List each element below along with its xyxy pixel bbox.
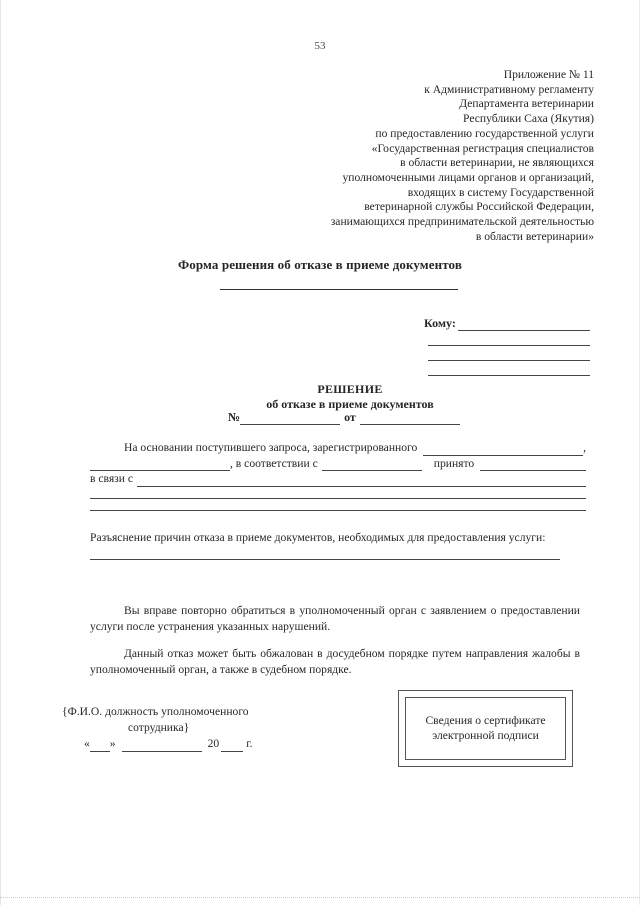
recipient-field-2[interactable]: [428, 331, 590, 346]
basis-paragraph: [90, 440, 586, 511]
explanation-block: [90, 530, 560, 560]
appendix-line: Республики Саха (Якутия): [463, 112, 594, 126]
basis-text: На основании поступившего запроса, зарегистрированного: [124, 441, 418, 454]
explanation-text: Разъяснение причин отказа в приеме документов, необходимых для предоставления услуги:: [90, 531, 546, 544]
appendix-line: в области ветеринарии»: [475, 229, 594, 243]
certificate-text: Сведения о сертификате электронной подписи: [425, 714, 546, 742]
appendix-line: входящих в систему Государственной: [407, 185, 594, 199]
basis-row-3: [90, 471, 586, 487]
year-prefix: 20: [207, 737, 220, 750]
registration-field[interactable]: [90, 459, 230, 471]
request-field[interactable]: [423, 444, 583, 456]
reason-field[interactable]: [137, 475, 586, 487]
appendix-line: Приложение № 11: [503, 68, 594, 81]
number-field[interactable]: [240, 413, 340, 425]
scan-bottom-edge: [0, 897, 640, 901]
explanation-row: [90, 548, 560, 560]
appendix-line: ветеринарной службы Российской Федерации,: [364, 200, 594, 214]
recipient-label: Кому:: [424, 316, 456, 330]
accepted-field[interactable]: [480, 459, 586, 471]
appendix-line: занимающихся предпринимательской деятельностью: [330, 215, 594, 229]
year-suffix: г.: [246, 737, 253, 750]
title-underline: [220, 289, 458, 290]
appendix-line: к Административному регламенту: [424, 82, 594, 96]
reapply-paragraph: Вы вправе повторно обратиться в уполномоченный орган с заявлением о предоставлении услуги после устранения указанных нарушений.: [90, 604, 580, 633]
appendix-line: «Государственная регистрация специалистов: [371, 141, 594, 155]
year-field[interactable]: [221, 740, 243, 752]
basis-row-4: [90, 487, 586, 499]
signer-position-label-2: сотрудника}: [128, 720, 190, 734]
appendix-line: уполномоченными лицами органов и организаций,: [342, 170, 594, 184]
reason-field-3[interactable]: [90, 499, 586, 511]
appendix-header: [264, 68, 594, 244]
appendix-line: по предоставлению государственной услуги: [375, 126, 594, 140]
appendix-line: в области ветеринарии, не являющихся: [400, 156, 594, 170]
page-number: 53: [314, 40, 326, 52]
recipient-field-3[interactable]: [428, 346, 590, 361]
signature-block: [62, 704, 292, 752]
decision-subtitle: об отказе в приеме документов: [266, 397, 434, 411]
recipient-line: [424, 316, 590, 331]
date-quote-open: «: [84, 737, 90, 750]
signer-position-label: {Ф.И.О. должность уполномоченного: [62, 705, 249, 718]
number-label: №: [228, 410, 241, 424]
signature-date-line: [84, 736, 292, 752]
accordance-text: , в соответствии с: [230, 456, 318, 470]
decision-number-line: [228, 410, 460, 425]
reason-field-2[interactable]: [90, 487, 586, 499]
appeal-paragraph: Данный отказ может быть обжалован в досудебном порядке путем направления жалобы в уполномоченный орган, а также в судебном порядке.: [90, 647, 580, 676]
explanation-field[interactable]: [90, 548, 560, 560]
basis-row-5: [90, 499, 586, 511]
recipient-block: [424, 316, 590, 376]
reason-text: в связи с: [90, 472, 134, 485]
date-quote-close: »: [109, 737, 116, 750]
recipient-field[interactable]: [458, 319, 590, 331]
decision-title: РЕШЕНИЕ: [317, 382, 383, 396]
day-field[interactable]: [90, 740, 110, 752]
form-title: Форма решения об отказе в приеме документов: [178, 257, 462, 272]
certificate-box: [398, 690, 573, 767]
appendix-line: Департамента ветеринарии: [459, 97, 594, 111]
basis-row-2: [90, 456, 586, 472]
month-field[interactable]: [122, 740, 202, 752]
basis-row-1: [90, 440, 586, 456]
accordance-field[interactable]: [322, 459, 422, 471]
date-field[interactable]: [360, 413, 460, 425]
certificate-inner: [405, 697, 566, 760]
accepted-text: принято: [433, 456, 475, 470]
recipient-field-4[interactable]: [428, 361, 590, 376]
from-label: от: [344, 410, 356, 424]
basis-comma: ,: [583, 441, 586, 454]
